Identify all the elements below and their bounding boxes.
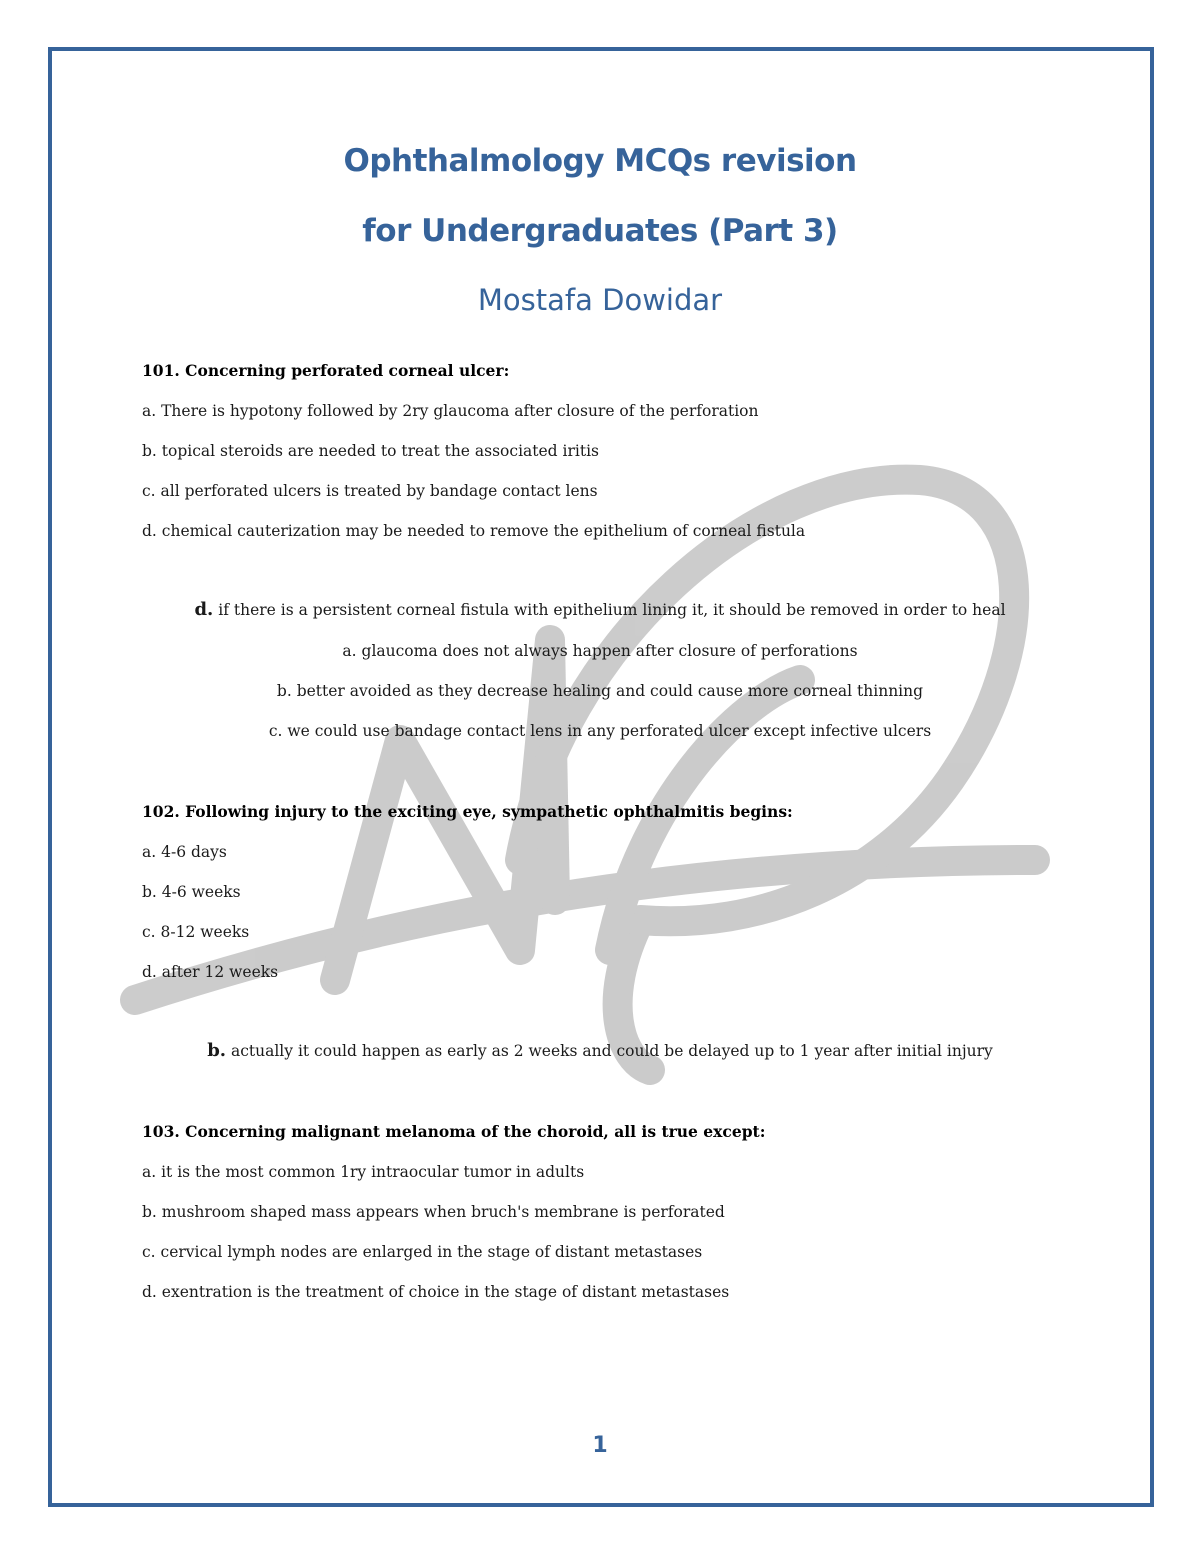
answer-text: actually it could happen as early as 2 weeks and could be delayed up to 1 year after initial injury bbox=[226, 1042, 993, 1060]
question-101-option-b: b. topical steroids are needed to treat the associated iritis bbox=[142, 442, 599, 460]
answer-key: b. bbox=[207, 1040, 227, 1061]
question-101-answer bbox=[0, 600, 1200, 620]
answer-key: d. bbox=[194, 599, 214, 620]
question-103-option-b: b. mushroom shaped mass appears when bruch's membrane is perforated bbox=[142, 1203, 725, 1221]
question-102-option-a: a. 4-6 days bbox=[142, 843, 227, 861]
question-103-heading: 103. Concerning malignant melanoma of the choroid, all is true except: bbox=[142, 1122, 766, 1141]
question-103-option-c: c. cervical lymph nodes are enlarged in the stage of distant metastases bbox=[142, 1243, 703, 1261]
question-102-option-c: c. 8-12 weeks bbox=[142, 923, 250, 941]
question-101-option-a: a. There is hypotony followed by 2ry glaucoma after closure of the perforation bbox=[142, 402, 759, 420]
document-title-line-1: Ophthalmology MCQs revision bbox=[343, 143, 857, 179]
question-102-heading: 102. Following injury to the exciting eye, sympathetic ophthalmitis begins: bbox=[142, 802, 793, 821]
question-102-answer bbox=[0, 1041, 1200, 1061]
question-101-heading: 101. Concerning perforated corneal ulcer: bbox=[142, 361, 510, 380]
document-title-line-2: for Undergraduates (Part 3) bbox=[362, 213, 838, 249]
question-101-explanation-b: b. better avoided as they decrease healing and could cause more corneal thinning bbox=[276, 682, 924, 700]
page-number: 1 bbox=[592, 1433, 608, 1458]
question-102-option-b: b. 4-6 weeks bbox=[142, 883, 241, 901]
answer-text: if there is a persistent corneal fistula with epithelium lining it, it should be removed in order to heal bbox=[213, 601, 1006, 619]
author-name: Mostafa Dowidar bbox=[477, 283, 723, 317]
question-103-option-a: a. it is the most common 1ry intraocular tumor in adults bbox=[142, 1163, 585, 1181]
question-101-option-c: c. all perforated ulcers is treated by bandage contact lens bbox=[142, 482, 598, 500]
question-103-option-d: d. exentration is the treatment of choice in the stage of distant metastases bbox=[142, 1283, 730, 1301]
question-101-explanation-a: a. glaucoma does not always happen after closure of perforations bbox=[342, 642, 858, 660]
question-101-option-d: d. chemical cauterization may be needed to remove the epithelium of corneal fistula bbox=[142, 522, 806, 540]
question-101-explanation-c: c. we could use bandage contact lens in any perforated ulcer except infective ulcers bbox=[268, 722, 932, 740]
question-102-option-d: d. after 12 weeks bbox=[142, 963, 279, 981]
